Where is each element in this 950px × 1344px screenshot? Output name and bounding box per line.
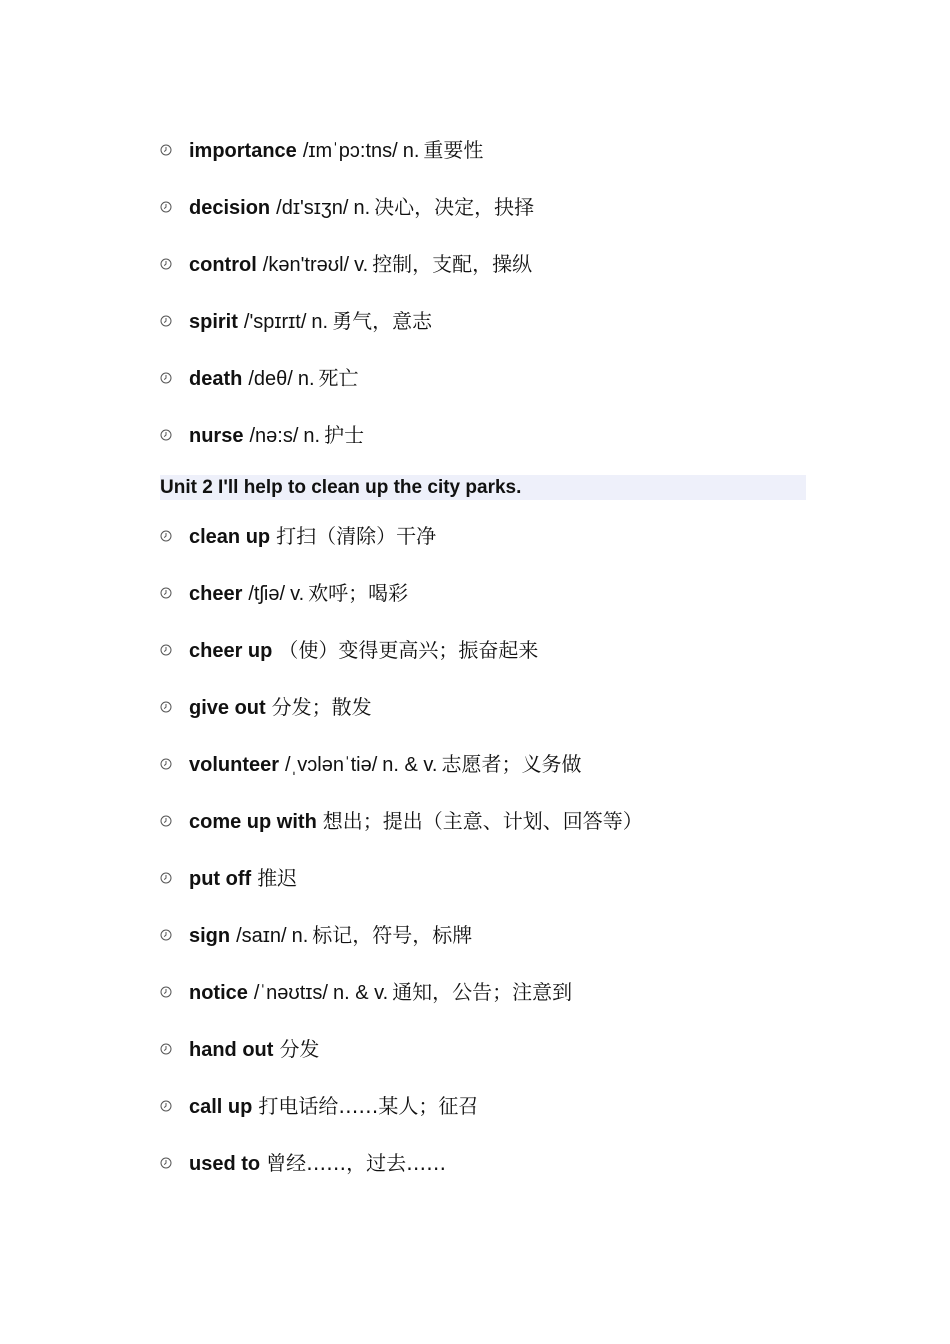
vocab-meaning: 分发；散发 (271, 695, 372, 719)
vocab-meaning: 欢呼；喝彩 (308, 581, 409, 605)
clock-icon (160, 258, 172, 270)
vocab-meaning: 打电话给……某人；征召 (258, 1094, 479, 1118)
vocab-word: decision (189, 197, 271, 219)
clock-icon (160, 144, 172, 156)
vocab-word: come up with (189, 811, 317, 833)
vocab-phonetic: /ˈnəʊtɪs/ (253, 982, 328, 1004)
vocab-item (160, 805, 820, 862)
clock-icon (160, 587, 172, 599)
vocab-part-of-speech: n. & v. (382, 754, 438, 776)
vocab-word: spirit (189, 311, 238, 333)
vocab-part-of-speech: n. (297, 368, 315, 390)
vocab-item (160, 1147, 820, 1204)
vocab-word: cheer (189, 583, 243, 605)
vocab-word: control (189, 254, 257, 276)
vocab-part-of-speech: n. (311, 311, 329, 333)
vocab-part-of-speech: n. (402, 140, 420, 162)
vocab-meaning: 曾经……，过去…… (266, 1151, 447, 1175)
vocab-word: cheer up (189, 640, 273, 662)
vocab-phonetic: /ˌvɔlənˈtiə/ (285, 754, 378, 776)
vocab-item (160, 191, 820, 248)
vocab-word: hand out (189, 1039, 274, 1061)
clock-icon (160, 1043, 172, 1055)
vocab-meaning: 勇气，意志 (332, 309, 433, 333)
vocab-item (160, 634, 820, 691)
vocab-phonetic: /ɪmˈpɔ:tns/ (302, 140, 398, 162)
vocab-meaning: 护士 (324, 423, 365, 447)
clock-icon (160, 429, 172, 441)
clock-icon (160, 815, 172, 827)
vocab-word: call up (189, 1096, 253, 1118)
vocab-part-of-speech: n. (291, 925, 309, 947)
vocab-word: importance (189, 140, 297, 162)
vocab-word: death (189, 368, 243, 390)
vocab-meaning: 打扫（清除）干净 (276, 524, 437, 548)
vocab-word: clean up (189, 526, 271, 548)
clock-icon (160, 315, 172, 327)
vocab-phonetic: /dɪ'sɪʒn/ (276, 197, 349, 219)
clock-icon (160, 986, 172, 998)
clock-icon (160, 201, 172, 213)
vocab-word: give out (189, 697, 266, 719)
vocab-item (160, 305, 820, 362)
vocab-word: sign (189, 925, 231, 947)
vocab-list-unit2 (160, 520, 820, 1204)
vocab-item (160, 134, 820, 191)
vocab-meaning: 想出；提出（主意、计划、回答等） (322, 809, 643, 833)
vocab-meaning: 推迟 (257, 866, 298, 890)
vocab-meaning: （使）变得更高兴；振奋起来 (278, 638, 539, 662)
vocab-item (160, 976, 820, 1033)
vocab-phonetic: /kən'trəʊl/ (262, 254, 350, 276)
vocab-word: put off (189, 868, 252, 890)
clock-icon (160, 372, 172, 384)
vocab-word: notice (189, 982, 248, 1004)
vocab-item (160, 520, 820, 577)
vocab-item (160, 248, 820, 305)
vocab-phonetic: /nə:s/ (249, 425, 299, 447)
clock-icon (160, 872, 172, 884)
vocab-phonetic: /tʃiə/ (248, 583, 286, 605)
vocab-meaning: 志愿者；义务做 (441, 752, 582, 776)
vocab-word: used to (189, 1153, 261, 1175)
vocab-part-of-speech: n. & v. (332, 982, 389, 1004)
vocab-item (160, 577, 820, 634)
vocab-meaning: 分发 (279, 1037, 320, 1061)
vocab-phonetic: /'spɪrɪt/ (243, 311, 307, 333)
vocab-meaning: 通知，公告；注意到 (392, 980, 573, 1004)
vocab-meaning: 决心，决定，抉择 (374, 195, 535, 219)
vocab-meaning: 标记，符号，标牌 (312, 923, 473, 947)
vocab-word: volunteer (189, 754, 280, 776)
vocab-meaning: 死亡 (318, 366, 359, 390)
unit-heading: Unit 2 I'll help to clean up the city parks. (160, 475, 806, 500)
vocab-part-of-speech: v. (354, 254, 369, 276)
clock-icon (160, 644, 172, 656)
clock-icon (160, 530, 172, 542)
vocab-item (160, 362, 820, 419)
vocab-part-of-speech: n. (303, 425, 321, 447)
vocab-item (160, 419, 820, 476)
vocab-word: nurse (189, 425, 244, 447)
vocab-meaning: 重要性 (423, 138, 484, 162)
vocab-item (160, 1090, 820, 1147)
vocab-part-of-speech: n. (353, 197, 371, 219)
clock-icon (160, 929, 172, 941)
vocab-list-unit1 (160, 134, 820, 476)
vocab-part-of-speech: v. (290, 583, 305, 605)
clock-icon (160, 758, 172, 770)
clock-icon (160, 701, 172, 713)
vocab-item (160, 919, 820, 976)
vocab-phonetic: /deθ/ (248, 368, 293, 390)
vocab-meaning: 控制，支配，操纵 (372, 252, 533, 276)
clock-icon (160, 1100, 172, 1112)
vocab-item (160, 1033, 820, 1090)
vocab-item (160, 691, 820, 748)
vocab-phonetic: /saɪn/ (236, 925, 287, 947)
vocab-item (160, 862, 820, 919)
vocab-item (160, 748, 820, 805)
clock-icon (160, 1157, 172, 1169)
